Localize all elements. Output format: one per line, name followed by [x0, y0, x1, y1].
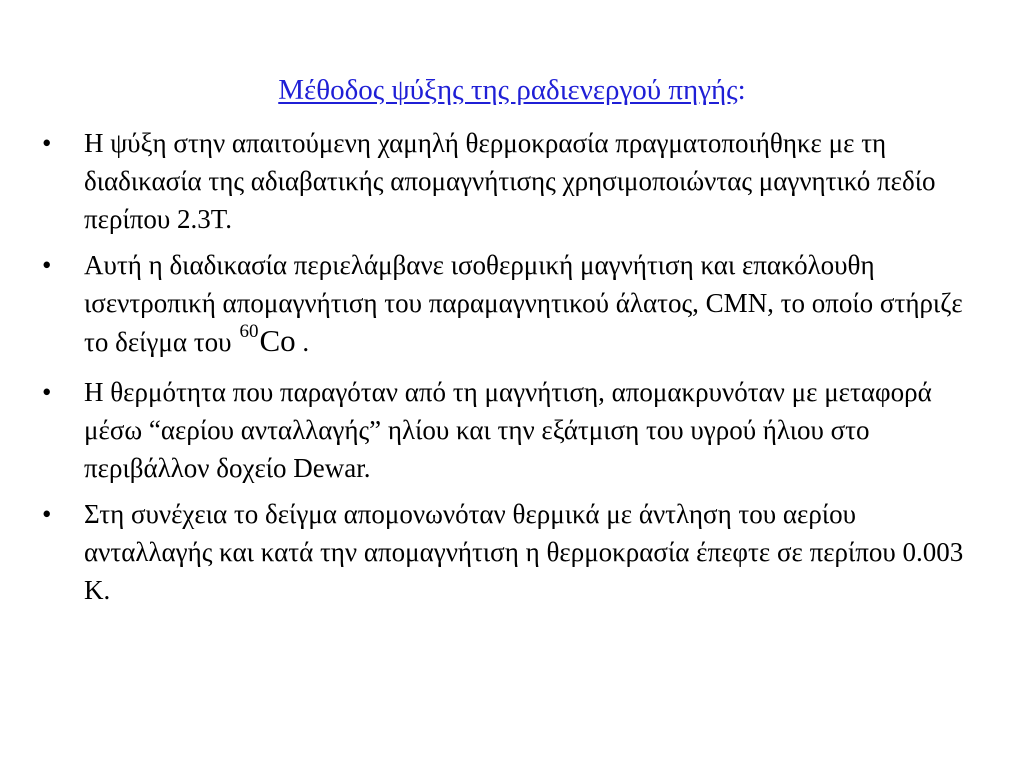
bullet-item-3	[42, 373, 982, 487]
bullet-item-4	[42, 495, 982, 609]
bullet-item-1	[42, 124, 982, 238]
title-colon: :	[737, 74, 746, 106]
bullet-dot-icon: •	[42, 128, 52, 158]
bullet-text-1: Η ψύξη στην απαιτούμενη χαμηλή θερμοκρασία πραγματοποιήθηκε με τη διαδικασία της αδιαβατικής απομαγνήτισης χρησιμοποιώντας μαγνητικό πεδίο περίπου 2.3Τ.	[84, 128, 936, 234]
cobalt-60-isotope	[239, 322, 295, 365]
bullet-text-2: Αυτή η διαδικασία περιελάμβανε ισοθερμική μαγνήτιση και επακόλουθη ισεντροπική απομαγνήτιση του παραμαγνητικού άλατος, CMN, το οποίο στήριζε το δείγμα του	[84, 250, 963, 357]
bullet-item-2	[42, 246, 982, 365]
bullet-list	[42, 124, 982, 617]
bullet-dot-icon: •	[42, 499, 52, 529]
slide-title	[0, 70, 1024, 110]
isotope-symbol: Co	[259, 323, 296, 358]
bullet-text-3: Η θερμότητα που παραγόταν από τη μαγνήτιση, απομακρυνόταν με μεταφορά μέσω “αερίου ανταλλαγής” ηλίου και την εξάτμιση του υγρού ήλιου στο περιβάλλον δοχείο Dewar.	[84, 377, 932, 483]
bullet-dot-icon: •	[42, 377, 52, 407]
bullet-text-4: Στη συνέχεια το δείγμα απομονωνόταν θερμικά με άντληση του αερίου ανταλλαγής και κατά την απομαγνήτιση η θερμοκρασία έπεφτε σε περίπου 0.003 Κ.	[84, 499, 964, 605]
title-link[interactable]: Μέθοδος ψύξης της ραδιενεργού πηγής	[278, 74, 738, 106]
isotope-mass-number: 60	[239, 321, 259, 342]
bullet-dot-icon: •	[42, 250, 52, 280]
bullet-2-end: .	[302, 327, 310, 357]
